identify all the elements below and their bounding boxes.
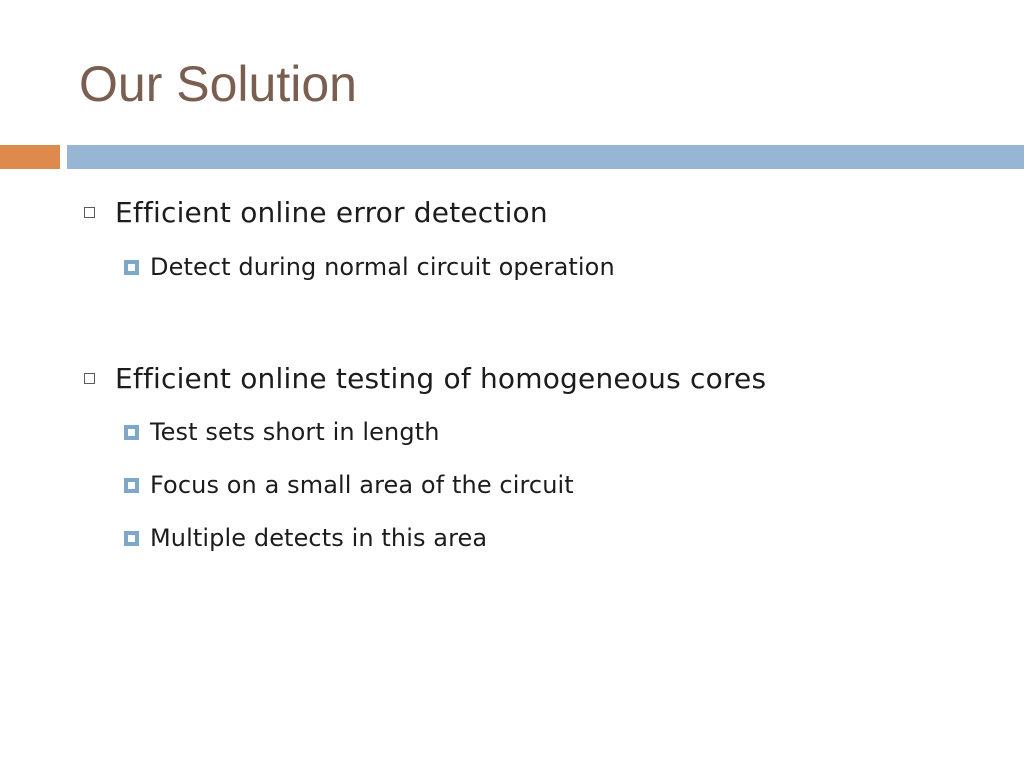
bullet-text: Efficient online error detection <box>115 195 548 229</box>
sub-bullet-text: Multiple detects in this area <box>150 524 488 552</box>
bullet-item <box>81 358 766 398</box>
sub-bullet-item <box>122 521 487 555</box>
accent-bar-blue <box>67 145 1024 169</box>
sub-bullet-text: Test sets short in length <box>150 418 440 446</box>
bullet-text: Efficient online testing of homogeneous cores <box>115 361 767 395</box>
sub-bullet-item <box>122 415 440 449</box>
hollow-square-bullet-icon <box>84 207 95 218</box>
square-bullet-icon <box>124 425 139 440</box>
square-bullet-icon <box>124 531 139 546</box>
sub-bullet-text: Focus on a small area of the circuit <box>150 471 574 499</box>
accent-bar-orange <box>0 145 60 169</box>
slide-title: Our Solution <box>79 56 357 112</box>
square-bullet-icon <box>124 478 139 493</box>
hollow-square-bullet-icon <box>84 373 95 384</box>
sub-bullet-text: Detect during normal circuit operation <box>150 253 615 281</box>
bullet-item <box>81 192 548 232</box>
sub-bullet-item <box>122 468 574 502</box>
sub-bullet-item <box>122 250 615 284</box>
square-bullet-icon <box>124 260 139 275</box>
